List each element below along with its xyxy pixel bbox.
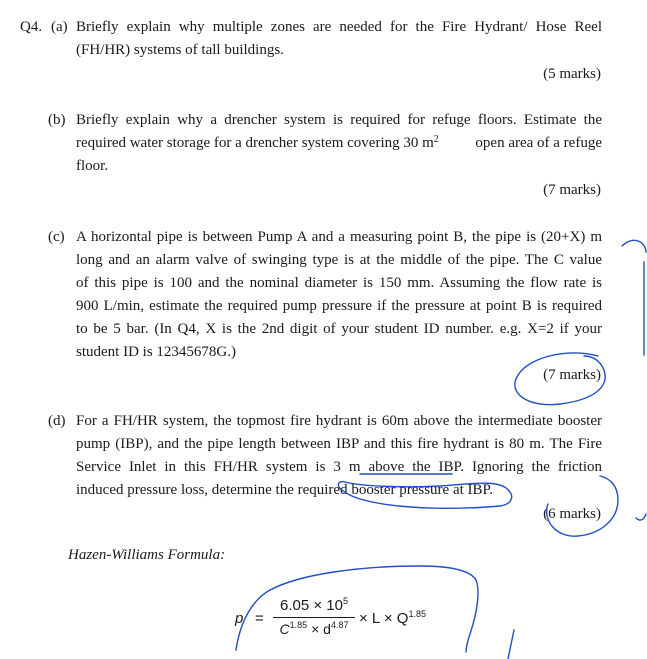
formula-numerator: $6.05 \times 10^5$ [280, 596, 348, 614]
part-c-label: (c) [48, 229, 65, 245]
part-c-line-4: 900 L/min, estimate the required pump pressure if the pressure at point B is required [76, 298, 602, 314]
part-c-line-2: long and an alarm valve of swinging type is at the middle of the pipe. The C value [76, 252, 602, 268]
part-a-line-2: (FH/HR) systems of tall buildings. [76, 42, 284, 58]
part-d-line-3: Service Inlet in this FH/HR system is 3 m above the IBP. Ignoring the friction [76, 459, 602, 475]
part-b-label: (b) [48, 112, 66, 128]
part-b-line-3: floor. [76, 158, 109, 174]
formula-equals: = [255, 610, 264, 627]
part-c-line-1: A horizontal pipe is between Pump A and a measuring point B, the pipe is (20+X) m [76, 229, 602, 245]
question-number: Q4. [20, 19, 43, 35]
part-c-line-3: of this pipe is 100 and the nominal diameter is 150 mm. Assuming the flow rate is [76, 275, 602, 291]
formula-denominator: $C^{1.85} \times d^{4.87}$ [279, 620, 349, 637]
part-b-line-2-rest: open area of a refuge [475, 135, 602, 151]
part-d-line-4: induced pressure loss, determine the required booster pressure at IBP. [76, 482, 493, 498]
part-c-marks: (7 marks) [543, 367, 601, 383]
part-d-line-1: For a FH/HR system, the topmost fire hydrant is 60m above the intermediate booster [76, 413, 602, 429]
hazen-williams-formula [235, 596, 475, 646]
formula-lhs: p [235, 610, 244, 627]
ink-bracket-right-c [622, 240, 646, 355]
formula-rhs: × $L \times Q^{1.85}$ [359, 609, 427, 627]
ink-tick-right [636, 514, 646, 520]
ink-formula-stroke [508, 630, 514, 659]
part-a-label: (a) [51, 19, 68, 35]
fraction-bar [273, 617, 355, 618]
part-d-line-2: pump (IBP), and the pipe length between IBP and this fire hydrant is 80 m. The Fire [76, 436, 602, 452]
part-b-line-2-text: required water storage for a drencher system covering 30 m [76, 135, 434, 151]
part-c-line-6: student ID is 12345678G.) [76, 344, 236, 360]
part-c-line-5: to be 5 bar. (In Q4, X is the 2nd digit of your student ID number. e.g. X=2 if your [76, 321, 602, 337]
formula-title: Hazen-Williams Formula: [68, 547, 226, 563]
part-a-marks: (5 marks) [543, 66, 601, 82]
part-b-marks: (7 marks) [543, 182, 601, 198]
part-b-line-1: Briefly explain why a drencher system is required for refuge floors. Estimate the [76, 112, 602, 128]
part-a-line-1: Briefly explain why multiple zones are needed for the Fire Hydrant/ Hose Reel [76, 19, 602, 35]
part-b-line-2 [76, 135, 602, 152]
area-unit-superscript: 2 [433, 134, 439, 145]
formula-fraction [273, 596, 355, 639]
part-d-label: (d) [48, 413, 66, 429]
part-d-marks: (6 marks) [543, 506, 601, 522]
